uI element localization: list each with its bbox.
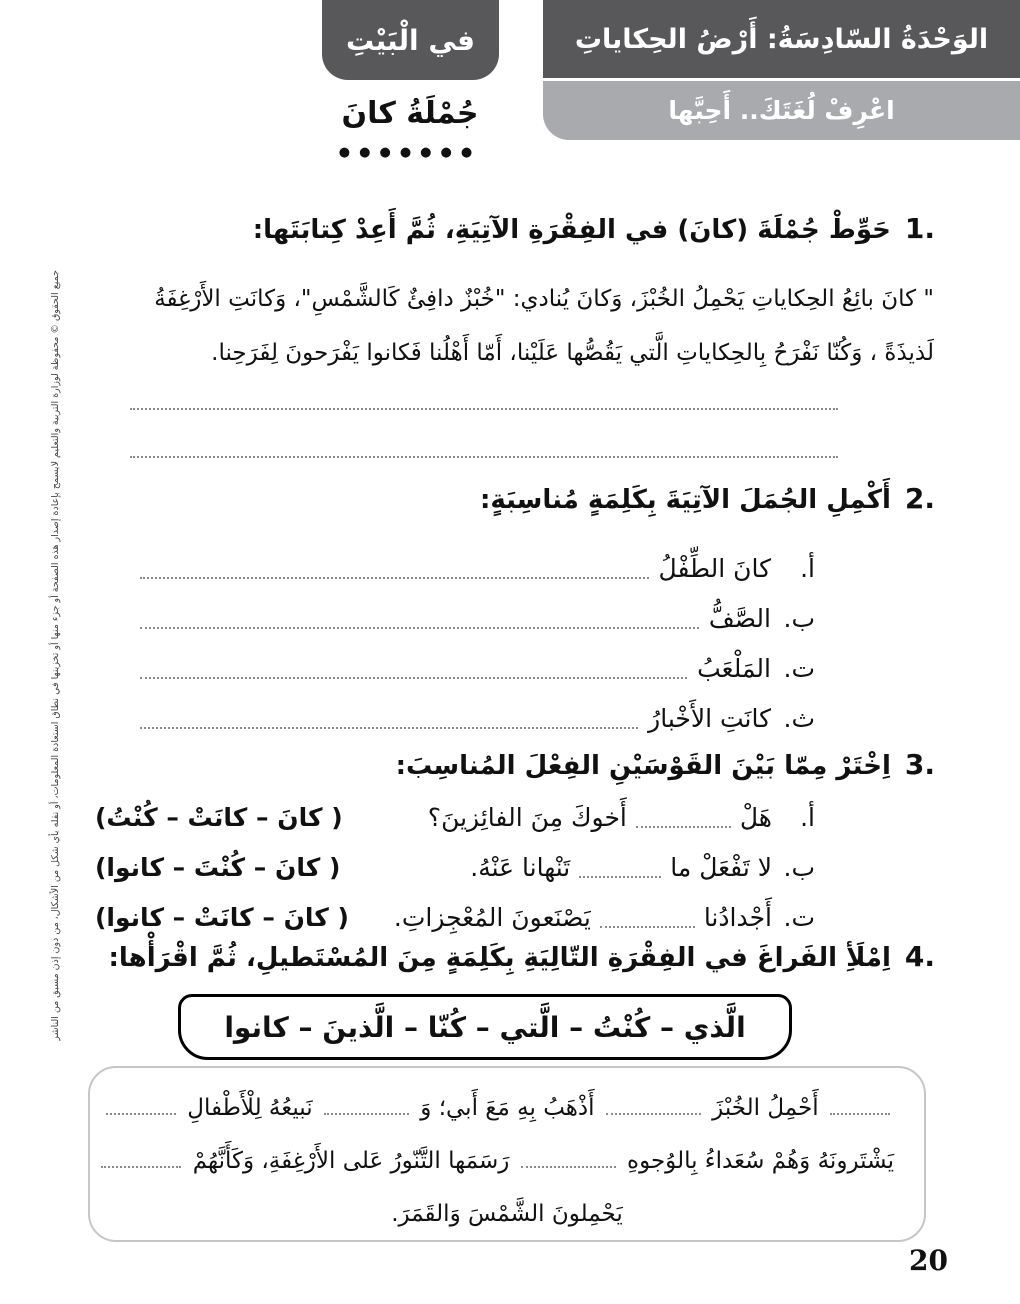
q2-item bbox=[140, 643, 815, 693]
row-text-after: يَصْنَعونَ المُعْجِزاتِ. bbox=[393, 902, 591, 932]
q3-rows bbox=[95, 792, 815, 942]
row-text-before: لا تَفْعَلْ ما bbox=[670, 852, 772, 882]
question-1-prompt: حَوِّطْ جُمْلَةَ (كانَ) في الفِقْرَةِ الآتِيَةِ، ثُمَّ أَعِدْ كِتابَتَها: bbox=[252, 215, 891, 245]
item-text: المَلْعَبُ bbox=[697, 653, 771, 683]
q2-item bbox=[140, 543, 815, 593]
item-letter: ت. bbox=[783, 653, 815, 683]
answer-blank bbox=[636, 801, 731, 828]
question-2-prompt: أَكْمِلِ الجُمَلَ الآتِيَةَ بِكَلِمَةٍ مُناسِبَةٍ: bbox=[480, 485, 891, 515]
item-text: كانَتِ الأَخْبارُ bbox=[648, 703, 771, 733]
row-options: ( كانَ – كانَتْ – كانوا) bbox=[95, 902, 349, 932]
answer-blank bbox=[521, 1143, 616, 1168]
question-1-number: 1. bbox=[904, 212, 935, 245]
answer-blank bbox=[140, 627, 699, 629]
row-options: ( كانَ – كُنْتَ – كانوا) bbox=[95, 852, 341, 882]
q1-passage-line-2: لَذيذَةً ، وَكُنّا نَفْرَحُ بِالحِكاياتِ الَّتي يَقُصُّها عَلَيْنا، أَمّا أَهْلُنا فَكانوا يَفْرَحونَ لِفَرَحِنا. bbox=[211, 340, 934, 366]
unit-subtitle-banner bbox=[543, 81, 1020, 140]
item-letter: أ. bbox=[800, 553, 815, 583]
answer-blank bbox=[324, 1090, 409, 1115]
q1-answer-line-1 bbox=[130, 408, 838, 410]
paragraph-text: رَسَمَها التَّنّورُ عَلى الأَرْغِفَةِ، وَكَأَنَّهُمْ bbox=[192, 1148, 510, 1174]
unit-subtitle: اعْرِفْ لُغَتَكَ.. أَحِبَّها bbox=[668, 96, 895, 125]
answer-blank bbox=[140, 727, 638, 729]
paragraph-text: يَشْتَرونَهُ وَهُمْ سُعَداءُ بِالوُجوهِ bbox=[627, 1148, 894, 1174]
answer-blank bbox=[101, 1143, 181, 1168]
paragraph-text: أَذْهَبُ بِهِ مَعَ أَبي؛ وَ bbox=[420, 1095, 595, 1121]
answer-blank bbox=[830, 1090, 890, 1115]
item-text: كانَ الطِّفْلُ bbox=[658, 553, 771, 583]
row-text-before: أَجْدادُنا bbox=[703, 902, 772, 932]
question-2-number: 2. bbox=[904, 482, 935, 515]
item-letter: ب. bbox=[783, 603, 815, 633]
q1-passage-line-1: " كانَ بائِعُ الحِكاياتِ يَحْمِلُ الخُبْزَ، وَكانَ يُنادي: "خُبْزٌ دافِئٌ كَالشَّمْسِ"، وَكانَتِ الأَرْغِفَةُ bbox=[154, 286, 934, 312]
answer-blank bbox=[106, 1090, 176, 1115]
q4-paragraph-line-1 bbox=[120, 1082, 894, 1135]
paragraph-text: أَحْمِلُ الخُبْزَ bbox=[712, 1095, 819, 1121]
unit-title: الوَحْدَةُ السّادِسَةُ: أَرْضُ الحِكاياتِ bbox=[574, 23, 989, 55]
answer-blank bbox=[579, 851, 661, 878]
question-4-prompt: اِمْلَأِ الفَراغَ في الفِقْرَةِ التّالِيَةِ بِكَلِمَةٍ مِنَ المُسْتَطيلِ، ثُمَّ اقْرَأْها: bbox=[108, 943, 891, 973]
word-bank-box bbox=[178, 994, 792, 1060]
question-1-heading bbox=[253, 212, 935, 245]
lesson-dots-decoration: ●●●●●●● bbox=[338, 145, 482, 160]
row-options: ( كانَ – كانَتْ – كُنْتُ) bbox=[95, 802, 343, 832]
q4-paragraph-box bbox=[88, 1066, 926, 1242]
item-letter: ث. bbox=[783, 703, 815, 733]
copyright-sidebar: جميع الحقوق © محفوظة لوزارة التربية والتعليم لايسمح بإعادة إصدار هذه الصفحة أو جزء منها أو تخزينها في نطاق استعادة المعلومات، أو نقله بأي شكل من الأشكال، من دون إذن مسبق من الناشر bbox=[50, 270, 61, 1041]
page-number: 20 bbox=[909, 1244, 948, 1277]
question-4-heading bbox=[109, 940, 935, 973]
q3-row bbox=[95, 842, 815, 892]
context-badge-label: في الْبَيْتِ bbox=[345, 23, 476, 57]
question-3-number: 3. bbox=[904, 748, 935, 781]
row-text-before: هَلْ bbox=[739, 802, 772, 832]
q4-paragraph-line-2 bbox=[120, 1135, 894, 1188]
row-letter: ب. bbox=[783, 852, 815, 882]
item-text: الصَّفُّ bbox=[708, 603, 771, 633]
q1-answer-line-2 bbox=[130, 456, 838, 458]
row-letter: ت. bbox=[783, 902, 815, 932]
answer-blank bbox=[606, 1090, 701, 1115]
answer-blank bbox=[600, 901, 695, 928]
row-text-after: تَنْهانا عَنْهُ. bbox=[470, 852, 571, 882]
q3-row bbox=[95, 792, 815, 842]
q1-passage bbox=[122, 272, 934, 380]
question-3-prompt: اِخْتَرْ مِمّا بَيْنَ القَوْسَيْنِ الفِعْلَ المُناسِبَ: bbox=[395, 751, 891, 781]
q2-items bbox=[140, 543, 815, 743]
lesson-title: جُمْلَةُ كانَ bbox=[341, 96, 479, 131]
answer-blank bbox=[140, 577, 649, 579]
context-badge bbox=[322, 0, 499, 80]
row-letter: أ. bbox=[800, 802, 815, 832]
answer-blank bbox=[140, 677, 687, 679]
unit-title-banner bbox=[543, 0, 1020, 78]
paragraph-text: يَحْمِلونَ الشَّمْسَ وَالقَمَرَ. bbox=[391, 1201, 623, 1227]
question-4-number: 4. bbox=[904, 940, 935, 973]
q2-item bbox=[140, 693, 815, 743]
paragraph-text: نَبيعُهُ لِلْأَطْفالِ bbox=[187, 1095, 313, 1121]
q2-item bbox=[140, 593, 815, 643]
question-2-heading bbox=[480, 482, 935, 515]
q3-row bbox=[95, 892, 815, 942]
q4-paragraph-line-3 bbox=[120, 1188, 894, 1241]
word-bank-words: الَّذي – كُنْتُ – الَّتي – كُنّا – الَّذينَ – كانوا bbox=[224, 1010, 746, 1044]
row-text-after: أَخوكَ مِنَ الفائِزينَ؟ bbox=[427, 802, 627, 832]
question-3-heading bbox=[396, 748, 935, 781]
